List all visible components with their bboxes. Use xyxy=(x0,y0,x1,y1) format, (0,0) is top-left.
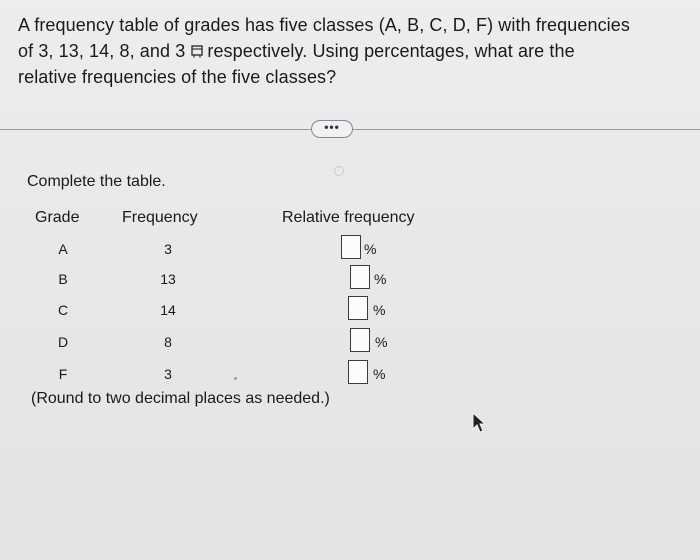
rounding-note: (Round to two decimal places as needed.) xyxy=(31,390,330,407)
frequency-cell: 13 xyxy=(160,271,176,287)
percent-sign: % xyxy=(364,241,377,257)
percent-sign: % xyxy=(375,334,388,350)
question-line-2-start: of 3, 13, 14, 8, and 3 xyxy=(18,41,186,61)
relative-frequency-input-b[interactable] xyxy=(350,265,370,289)
grade-cell: D xyxy=(57,334,69,350)
percent-sign: % xyxy=(373,366,386,382)
grade-cell: A xyxy=(58,241,68,257)
frequency-cell: 14 xyxy=(160,302,176,318)
relative-frequency-input-a[interactable] xyxy=(341,235,361,259)
question-text xyxy=(18,12,688,90)
question-line-3: relative frequencies of the five classes? xyxy=(18,67,337,87)
relative-frequency-input-d[interactable] xyxy=(350,328,370,352)
data-table-icon[interactable] xyxy=(191,44,203,58)
relative-frequency-input-c[interactable] xyxy=(348,296,368,320)
percent-sign: % xyxy=(374,271,387,287)
more-options-button[interactable]: ••• xyxy=(311,120,353,138)
instruction-text: Complete the table. xyxy=(27,173,166,190)
mouse-cursor-icon xyxy=(471,412,487,434)
faint-loading-mark xyxy=(334,166,344,176)
frequency-cell: 8 xyxy=(164,334,172,350)
question-line-2 xyxy=(18,38,688,64)
stray-dot xyxy=(234,377,237,380)
relative-frequency-column-header: Relative frequency xyxy=(282,209,415,226)
grade-column-header: Grade xyxy=(35,209,80,226)
relative-frequency-input-f[interactable] xyxy=(348,360,368,384)
percent-sign: % xyxy=(373,302,386,318)
question-line-2-end: respectively. Using percentages, what are the xyxy=(207,41,575,61)
frequency-cell: 3 xyxy=(164,241,172,257)
grade-cell: B xyxy=(58,271,68,287)
grade-cell: F xyxy=(58,366,68,382)
frequency-cell: 3 xyxy=(164,366,172,382)
grade-cell: C xyxy=(57,302,69,318)
frequency-column-header: Frequency xyxy=(122,209,198,226)
question-line-1: A frequency table of grades has five classes (A, B, C, D, F) with frequencies xyxy=(18,15,630,35)
